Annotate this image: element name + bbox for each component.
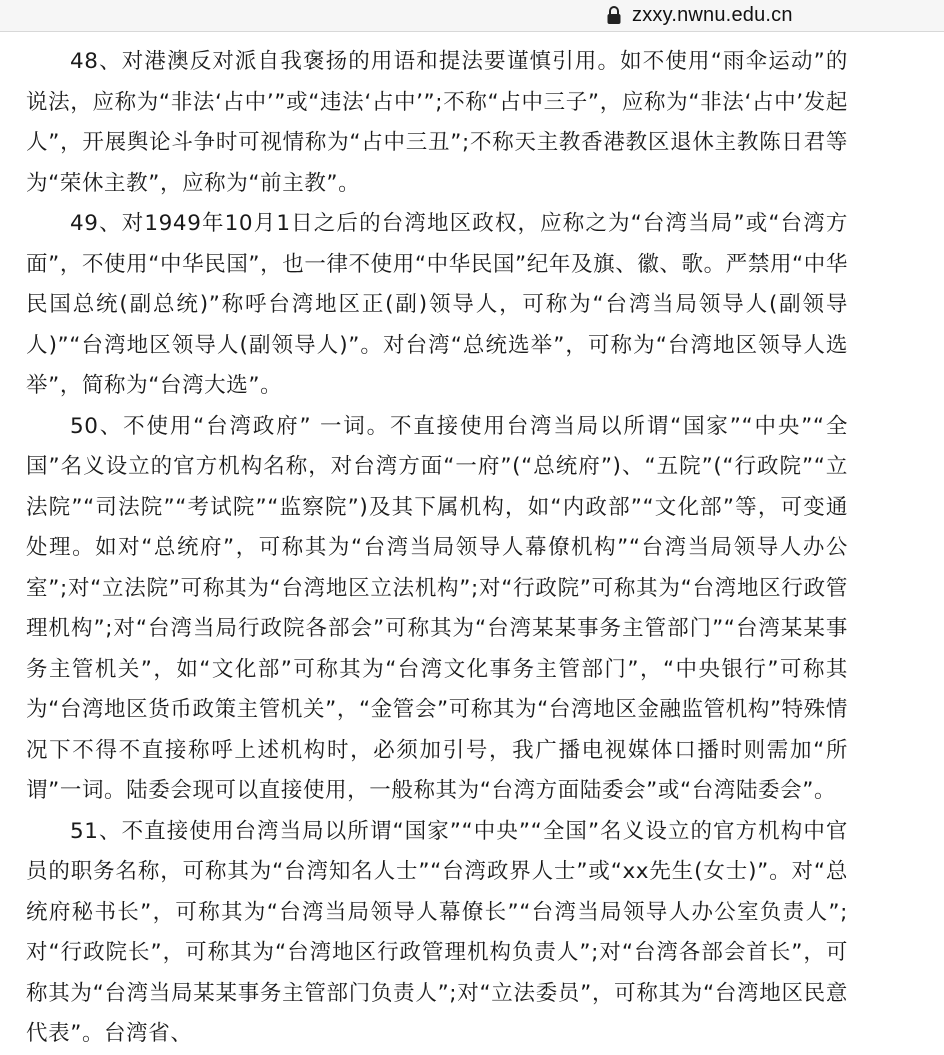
lock-icon — [606, 5, 622, 25]
url-text: zxxy.nwnu.edu.cn — [632, 3, 793, 26]
paragraph-51: 51、不直接使用台湾当局以所谓“国家”“中央”“全国”名义设立的官方机构中官员的职务名称，可称其为“台湾知名人士”“台湾政界人士”或“xx先生(女士)”。对“总统府秘书长”，可称其为“台湾当局领导人幕僚长”“台湾当局领导人办公室负责人”;对“行政院长”，可称其为“台湾地区行政管理机构负责人”;对“台湾各部会首长”，可称其为“台湾当局某某事务主管部门负责人”;对“立法委员”，可称其为“台湾地区民意代表”。台湾省、 — [26, 818, 848, 1046]
browser-address-bar[interactable] — [0, 0, 944, 32]
document-body — [26, 42, 848, 1055]
url-display[interactable] — [606, 0, 793, 30]
paragraph-49: 49、对1949年10月1日之后的台湾地区政权，应称之为“台湾当局”或“台湾方面”，不使用“中华民国”，也一律不使用“中华民国”纪年及旗、徽、歌。严禁用“中华民国总统(副总统)”称呼台湾地区正(副)领导人，可称为“台湾当局领导人(副领导人)”“台湾地区领导人(副领导人)”。对台湾“总统选举”，可称为“台湾地区领导人选举”，简称为“台湾大选”。 — [26, 211, 848, 398]
paragraph-50: 50、不使用“台湾政府” 一词。不直接使用台湾当局以所谓“国家”“中央”“全国”名义设立的官方机构名称，对台湾方面“一府”(“总统府”)、“五院”(“行政院”“立法院”“司法院”“考试院”“监察院”)及其下属机构，如“内政部”“文化部”等，可变通处理。如对“总统府”，可称其为“台湾当局领导人幕僚机构”“台湾当局领导人办公室”;对“立法院”可称其为“台湾地区立法机构”;对“行政院”可称其为“台湾地区行政管理机构”;对“台湾当局行政院各部会”可称其为“台湾某某事务主管部门”“台湾某某事务主管机关”，如“文化部”可称其为“台湾文化事务主管部门”，“中央银行”可称其为“台湾地区货币政策主管机关”，“金管会”可称其为“台湾地区金融监管机构”特殊情况下不得不直接称呼上述机构时，必须加引号，我广播电视媒体口播时则需加“所谓”一词。陆委会现可以直接使用，一般称其为“台湾方面陆委会”或“台湾陆委会”。 — [26, 413, 848, 803]
paragraph-48: 48、对港澳反对派自我褒扬的用语和提法要谨慎引用。如不使用“雨伞运动”的说法，应称为“非法‘占中’”或“违法‘占中’”;不称“占中三子”，应称为“非法‘占中’发起人”，开展舆论斗争时可视情称为“占中三丑”;不称天主教香港教区退休主教陈日君等为“荣休主教”，应称为“前主教”。 — [26, 49, 848, 196]
